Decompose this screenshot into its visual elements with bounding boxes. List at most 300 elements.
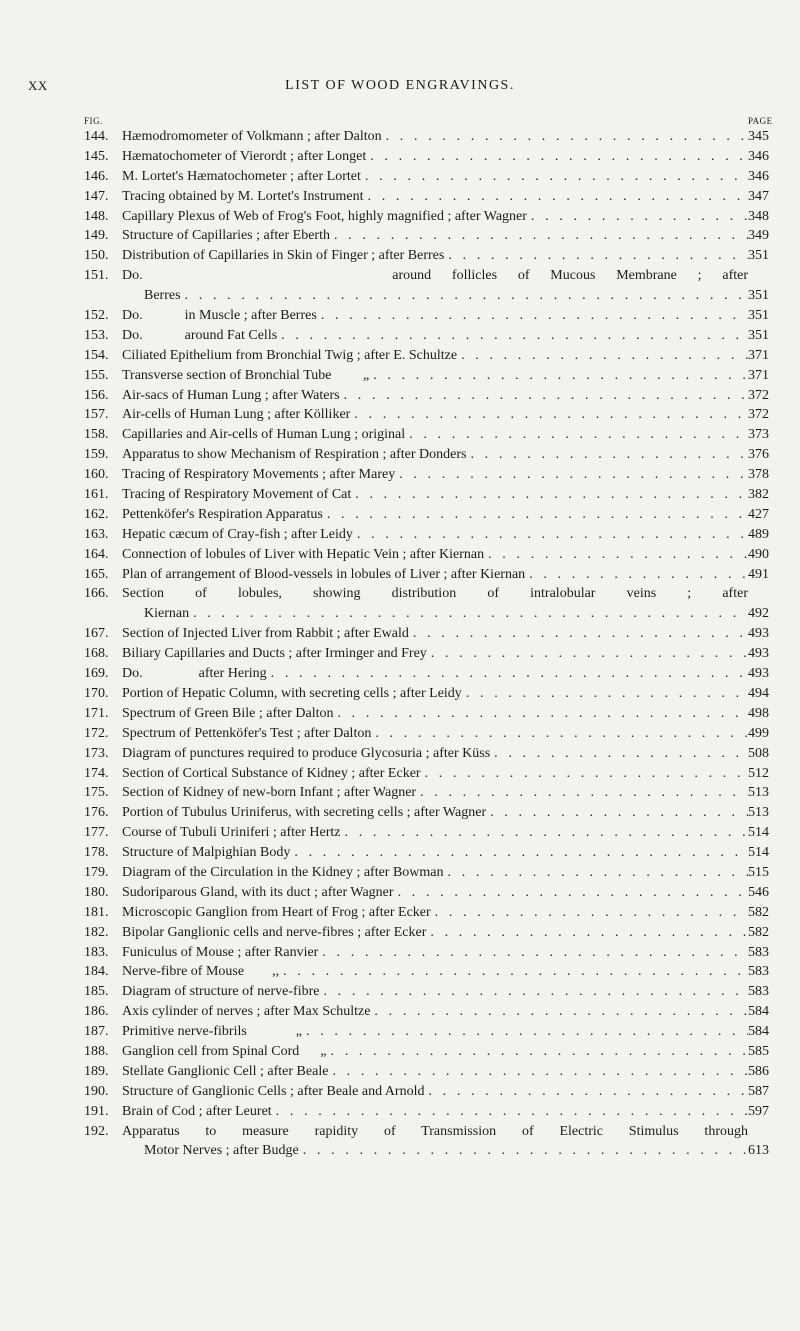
list-item (0, 485, 800, 505)
entry-text-container (122, 1002, 748, 1022)
list-item (0, 1102, 800, 1122)
page-reference: 492 (748, 606, 769, 622)
list-item (0, 783, 800, 803)
engraving-title: Apparatus to measure rapidity of Transmission of Electric Stimulus through (122, 1123, 748, 1139)
page-reference: 584 (748, 1004, 769, 1020)
page-reference: 373 (748, 427, 769, 443)
engraving-title: Tracing of Respiratory Movements ; after Marey (122, 467, 396, 483)
figure-number: 188. (84, 1043, 109, 1059)
engraving-title: Tracing obtained by M. Lortet's Instrument (122, 188, 364, 204)
list-item (0, 1022, 800, 1042)
engraving-title: Pettenköfer's Respiration Apparatus (122, 506, 323, 522)
dot-leader (353, 525, 748, 545)
figure-number: 164. (84, 546, 109, 562)
figure-number: 183. (84, 944, 109, 960)
figure-number: 156. (84, 387, 109, 403)
engraving-title: Capillaries and Air-cells of Human Lung ; original (122, 427, 406, 443)
dot-leader (395, 465, 748, 485)
engraving-title: Hæmatochometer of Vierordt ; after Longet (122, 148, 367, 164)
page-reference: 515 (748, 864, 769, 880)
engraving-title: Microscopic Ganglion from Heart of Frog ; after Ecker (122, 904, 431, 920)
entry-text-container (122, 744, 748, 764)
entry-text-container (122, 366, 748, 386)
page-reference: 372 (748, 407, 769, 423)
figure-number: 173. (84, 745, 109, 761)
list-item (0, 147, 800, 167)
dot-leader (466, 445, 748, 465)
page-reference: 586 (748, 1063, 769, 1079)
figure-number: 146. (84, 168, 109, 184)
list-item (0, 127, 800, 147)
dot-leader (350, 405, 748, 425)
entry-text-container (122, 664, 748, 684)
list-item (0, 962, 800, 982)
engraving-title: Connection of lobules of Liver with Hepatic Vein ; after Kiernan (122, 546, 485, 562)
entry-text-container (122, 624, 748, 644)
dot-leader (319, 982, 748, 1002)
page-reference: 489 (748, 526, 769, 542)
list-item (0, 624, 800, 644)
engraving-title: Diagram of structure of nerve-fibre (122, 984, 320, 1000)
figure-number: 154. (84, 347, 109, 363)
list-item (0, 1122, 800, 1142)
entry-text-container (122, 465, 748, 485)
entry-text-container (122, 386, 748, 406)
dot-leader (486, 803, 748, 823)
engraving-title: Berres (144, 288, 181, 304)
entry-text-container (122, 584, 748, 604)
entry-text-container (122, 962, 748, 982)
list-item (0, 644, 800, 664)
figure-number: 157. (84, 407, 109, 423)
dot-leader (369, 366, 748, 386)
entry-text-container (122, 127, 748, 147)
list-item (0, 684, 800, 704)
entry-text-container (122, 306, 748, 326)
figure-number: 159. (84, 447, 109, 463)
page-reference: 378 (748, 467, 769, 483)
page-reference: 491 (748, 566, 769, 582)
dot-leader (323, 505, 748, 525)
engraving-title: Structure of Capillaries ; after Eberth (122, 228, 330, 244)
figure-number: 153. (84, 327, 109, 343)
dot-leader (421, 764, 748, 784)
entry-text-container (122, 644, 748, 664)
page-reference: 371 (748, 367, 769, 383)
list-item (0, 1042, 800, 1062)
figure-number: 152. (84, 308, 109, 324)
list-item (0, 903, 800, 923)
dot-leader (272, 1102, 748, 1122)
dot-leader (341, 823, 748, 843)
engraving-title: Course of Tubuli Uriniferi ; after Hertz (122, 825, 341, 841)
entry-text-container (122, 943, 748, 963)
page-reference: 613 (748, 1143, 769, 1159)
engraving-title: Section of Injected Liver from Rabbit ; after Ewald (122, 626, 409, 642)
page-reference: 493 (748, 626, 769, 642)
page-reference: 351 (748, 248, 769, 264)
page-reference: 583 (748, 964, 769, 980)
entry-text-container (122, 405, 748, 425)
page-reference: 597 (748, 1103, 769, 1119)
engraving-title: Ciliated Epithelium from Bronchial Twig ; after E. Schultze (122, 347, 458, 363)
entry-text-container (122, 565, 748, 585)
list-item (0, 226, 800, 246)
page-reference: 346 (748, 148, 769, 164)
list-item (0, 405, 800, 425)
page-reference: 583 (748, 944, 769, 960)
dot-leader (416, 783, 748, 803)
engraving-title: Sudoriparous Gland, with its duct ; after Wagner (122, 884, 394, 900)
entry-text-container (122, 1122, 748, 1142)
page-reference: 346 (748, 168, 769, 184)
entry-text-container (122, 823, 748, 843)
dot-leader (444, 246, 748, 266)
engraving-title: M. Lortet's Hæmatochometer ; after Lortet (122, 168, 361, 184)
page-reference: 494 (748, 685, 769, 701)
page-number: XX (28, 78, 48, 93)
list-item (0, 326, 800, 346)
list-item (0, 465, 800, 485)
figure-number: 163. (84, 526, 109, 542)
entry-text-container (122, 704, 748, 724)
figure-number: 150. (84, 248, 109, 264)
page-reference: 512 (748, 765, 769, 781)
list-item (0, 525, 800, 545)
dot-leader (444, 863, 748, 883)
dot-leader (290, 843, 748, 863)
page-reference: 348 (748, 208, 769, 224)
engraving-title: Ganglion cell from Spinal Cord „ (122, 1043, 327, 1059)
figure-number: 184. (84, 964, 109, 980)
dot-leader (351, 485, 748, 505)
entry-text-container (122, 187, 748, 207)
page-reference: 347 (748, 188, 769, 204)
entry-text-container (144, 1141, 748, 1161)
figure-number: 189. (84, 1063, 109, 1079)
entry-text-container (122, 445, 748, 465)
list-item (0, 1062, 800, 1082)
figure-number: 171. (84, 705, 109, 721)
figure-number: 179. (84, 864, 109, 880)
page-reference: 587 (748, 1083, 769, 1099)
list-item (0, 664, 800, 684)
entry-text-container (122, 425, 748, 445)
list-item (0, 565, 800, 585)
entry-text-container (122, 266, 748, 286)
entry-text-container (122, 167, 748, 187)
dot-leader (427, 644, 748, 664)
entry-text-container (122, 764, 748, 784)
list-item (0, 704, 800, 724)
dot-leader (361, 167, 748, 187)
list-item (0, 724, 800, 744)
entry-text-container (122, 803, 748, 823)
figure-number: 186. (84, 1004, 109, 1020)
figure-number: 162. (84, 506, 109, 522)
figure-number: 170. (84, 685, 109, 701)
figure-number: 192. (84, 1123, 109, 1139)
dot-leader (409, 624, 748, 644)
figure-number: 191. (84, 1103, 109, 1119)
entry-text-container (122, 903, 748, 923)
engraving-title: Kiernan (144, 606, 190, 622)
page-reference: 349 (748, 228, 769, 244)
dot-leader (277, 326, 748, 346)
dot-leader (302, 1022, 748, 1042)
figure-number: 149. (84, 228, 109, 244)
running-header (0, 78, 800, 98)
dot-leader (426, 923, 748, 943)
page-reference: 351 (748, 327, 769, 343)
page-reference: 427 (748, 506, 769, 522)
entry-text-container (122, 485, 748, 505)
engravings-list (0, 127, 800, 1161)
list-item (0, 266, 800, 286)
figure-number: 165. (84, 566, 109, 582)
entry-text-container (122, 684, 748, 704)
figure-number: 190. (84, 1083, 109, 1099)
list-item (0, 923, 800, 943)
page-column-label: PAGE (748, 116, 773, 126)
page-reference: 508 (748, 745, 769, 761)
dot-leader (328, 1062, 748, 1082)
dot-leader (366, 147, 748, 167)
figure-number: 180. (84, 884, 109, 900)
list-item (0, 425, 800, 445)
dot-leader (279, 962, 748, 982)
dot-leader (382, 127, 748, 147)
list-item (0, 346, 800, 366)
figure-number: 187. (84, 1024, 109, 1040)
page-reference: 582 (748, 904, 769, 920)
entry-text-container (122, 226, 748, 246)
figure-number: 144. (84, 129, 109, 144)
engraving-title: Axis cylinder of nerves ; after Max Schultze (122, 1004, 371, 1020)
entry-text-container (122, 982, 748, 1002)
page-reference: 582 (748, 924, 769, 940)
figure-number: 166. (84, 586, 109, 602)
page-reference: 493 (748, 666, 769, 682)
figure-number: 176. (84, 805, 109, 821)
page-reference: 499 (748, 725, 769, 741)
engraving-title: Section of Cortical Substance of Kidney ; after Ecker (122, 765, 421, 781)
list-item (0, 286, 800, 306)
engraving-title: Diagram of the Circulation in the Kidney ; after Bowman (122, 864, 444, 880)
dot-leader (457, 346, 748, 366)
figure-number: 185. (84, 984, 109, 1000)
list-item (0, 863, 800, 883)
engraving-title: Biliary Capillaries and Ducts ; after Irminger and Frey (122, 646, 427, 662)
page-reference: 345 (748, 129, 769, 144)
list-item (0, 246, 800, 266)
dot-leader (189, 604, 748, 624)
dot-leader (333, 704, 748, 724)
list-item (0, 1141, 800, 1161)
entry-text-container (122, 1062, 748, 1082)
list-item (0, 167, 800, 187)
entry-text-container (122, 883, 748, 903)
figure-number: 169. (84, 666, 109, 682)
entry-text-container (122, 863, 748, 883)
engraving-title: Section of Kidney of new-born Infant ; after Wagner (122, 785, 417, 801)
page-reference: 513 (748, 785, 769, 801)
page-reference: 546 (748, 884, 769, 900)
figure-number: 175. (84, 785, 109, 801)
engraving-title: Stellate Ganglionic Cell ; after Beale (122, 1063, 329, 1079)
engraving-title: Structure of Malpighian Body (122, 845, 291, 861)
list-item (0, 744, 800, 764)
engraving-title: Diagram of punctures required to produce Glycosuria ; after Küss (122, 745, 491, 761)
engraving-title: Air-cells of Human Lung ; after Kölliker (122, 407, 351, 423)
entry-text-container (122, 843, 748, 863)
dot-leader (462, 684, 748, 704)
engraving-title: Do. around Fat Cells (122, 327, 278, 343)
figure-number: 178. (84, 845, 109, 861)
page-title: LIST OF WOOD ENGRAVINGS. (285, 78, 515, 93)
figure-number: 158. (84, 427, 109, 443)
dot-leader (525, 565, 748, 585)
page-reference: 382 (748, 487, 769, 503)
page-reference: 514 (748, 825, 769, 841)
page-reference: 584 (748, 1024, 769, 1040)
entry-text-container (122, 346, 748, 366)
list-item (0, 943, 800, 963)
list-item (0, 1082, 800, 1102)
figure-number: 161. (84, 487, 109, 503)
dot-leader (527, 207, 748, 227)
figure-number: 177. (84, 825, 109, 841)
page-reference: 514 (748, 845, 769, 861)
dot-leader (370, 1002, 748, 1022)
dot-leader (431, 903, 748, 923)
dot-leader (490, 744, 748, 764)
list-item (0, 764, 800, 784)
list-item (0, 584, 800, 604)
dot-leader (484, 545, 748, 565)
engraving-title: Section of lobules, showing distribution of intralobular veins ; after (122, 586, 748, 602)
dot-leader (330, 226, 748, 246)
dot-leader (267, 664, 748, 684)
list-item (0, 366, 800, 386)
fig-column-label: FIG. (84, 116, 103, 126)
figure-number: 147. (84, 188, 109, 204)
list-item (0, 843, 800, 863)
dot-leader (371, 724, 748, 744)
engraving-title: Nerve-fibre of Mouse ,, (122, 964, 280, 980)
list-item (0, 207, 800, 227)
entry-text-container (122, 207, 748, 227)
page-reference: 376 (748, 447, 769, 463)
engraving-title: Do. around follicles of Mucous Membrane ; after (122, 268, 748, 284)
engraving-title: Brain of Cod ; after Leuret (122, 1103, 272, 1119)
figure-number: 168. (84, 646, 109, 662)
dot-leader (424, 1082, 748, 1102)
engraving-title: Funiculus of Mouse ; after Ranvier (122, 944, 319, 960)
figure-number: 160. (84, 467, 109, 483)
entry-text-container (122, 147, 748, 167)
page-reference: 372 (748, 387, 769, 403)
list-item (0, 306, 800, 326)
list-item (0, 187, 800, 207)
engraving-title: Capillary Plexus of Web of Frog's Foot, highly magnified ; after Wagner (122, 208, 527, 224)
entry-text-container (122, 1042, 748, 1062)
entry-text-container (122, 545, 748, 565)
entry-text-container (122, 326, 748, 346)
list-item (0, 982, 800, 1002)
engraving-title: Air-sacs of Human Lung ; after Waters (122, 387, 340, 403)
figure-number: 148. (84, 208, 109, 224)
dot-leader (405, 425, 748, 445)
entry-text-container (122, 246, 748, 266)
engraving-title: Do. in Muscle ; after Berres (122, 308, 317, 324)
figure-number: 145. (84, 148, 109, 164)
page-reference: 513 (748, 805, 769, 821)
engraving-title: Apparatus to show Mechanism of Respiration ; after Donders (122, 447, 467, 463)
dot-leader (394, 883, 748, 903)
entry-text-container (144, 286, 748, 306)
entry-text-container (122, 525, 748, 545)
figure-number: 155. (84, 367, 109, 383)
engraving-title: Spectrum of Pettenköfer's Test ; after Dalton (122, 725, 372, 741)
engraving-title: Primitive nerve-fibrils „ (122, 1024, 303, 1040)
page-reference: 583 (748, 984, 769, 1000)
entry-text-container (122, 505, 748, 525)
engraving-title: Portion of Hepatic Column, with secreting cells ; after Leidy (122, 685, 462, 701)
page-reference: 493 (748, 646, 769, 662)
engraving-title: Structure of Ganglionic Cells ; after Beale and Arnold (122, 1083, 425, 1099)
figure-number: 182. (84, 924, 109, 940)
engraving-title: Motor Nerves ; after Budge (144, 1143, 299, 1159)
figure-number: 167. (84, 626, 109, 642)
page-reference: 351 (748, 288, 769, 304)
page-reference: 371 (748, 347, 769, 363)
engraving-title: Distribution of Capillaries in Skin of Finger ; after Berres (122, 248, 445, 264)
dot-leader (340, 386, 748, 406)
list-item (0, 803, 800, 823)
dot-leader (318, 943, 748, 963)
entry-text-container (122, 1082, 748, 1102)
list-item (0, 505, 800, 525)
engraving-title: Portion of Tubulus Uriniferus, with secreting cells ; after Wagner (122, 805, 487, 821)
entry-text-container (122, 783, 748, 803)
list-item (0, 545, 800, 565)
page-reference: 351 (748, 308, 769, 324)
engraving-title: Transverse section of Bronchial Tube „ (122, 367, 370, 383)
dot-leader (327, 1042, 748, 1062)
figure-number: 151. (84, 268, 109, 284)
list-item (0, 883, 800, 903)
list-item (0, 604, 800, 624)
engraving-title: Bipolar Ganglionic cells and nerve-fibres ; after Ecker (122, 924, 427, 940)
page-reference: 490 (748, 546, 769, 562)
dot-leader (317, 306, 748, 326)
page-reference: 498 (748, 705, 769, 721)
engraving-title: Hæmodromometer of Volkmann ; after Dalton (122, 129, 382, 144)
list-item (0, 386, 800, 406)
engraving-title: Tracing of Respiratory Movement of Cat (122, 487, 352, 503)
list-item (0, 1002, 800, 1022)
engraving-title: Plan of arrangement of Blood-vessels in lobules of Liver ; after Kiernan (122, 566, 526, 582)
entry-text-container (122, 1022, 748, 1042)
entry-text-container (122, 724, 748, 744)
figure-number: 172. (84, 725, 109, 741)
dot-leader (181, 286, 748, 306)
figure-number: 174. (84, 765, 109, 781)
dot-leader (299, 1141, 748, 1161)
list-item (0, 823, 800, 843)
list-item (0, 445, 800, 465)
